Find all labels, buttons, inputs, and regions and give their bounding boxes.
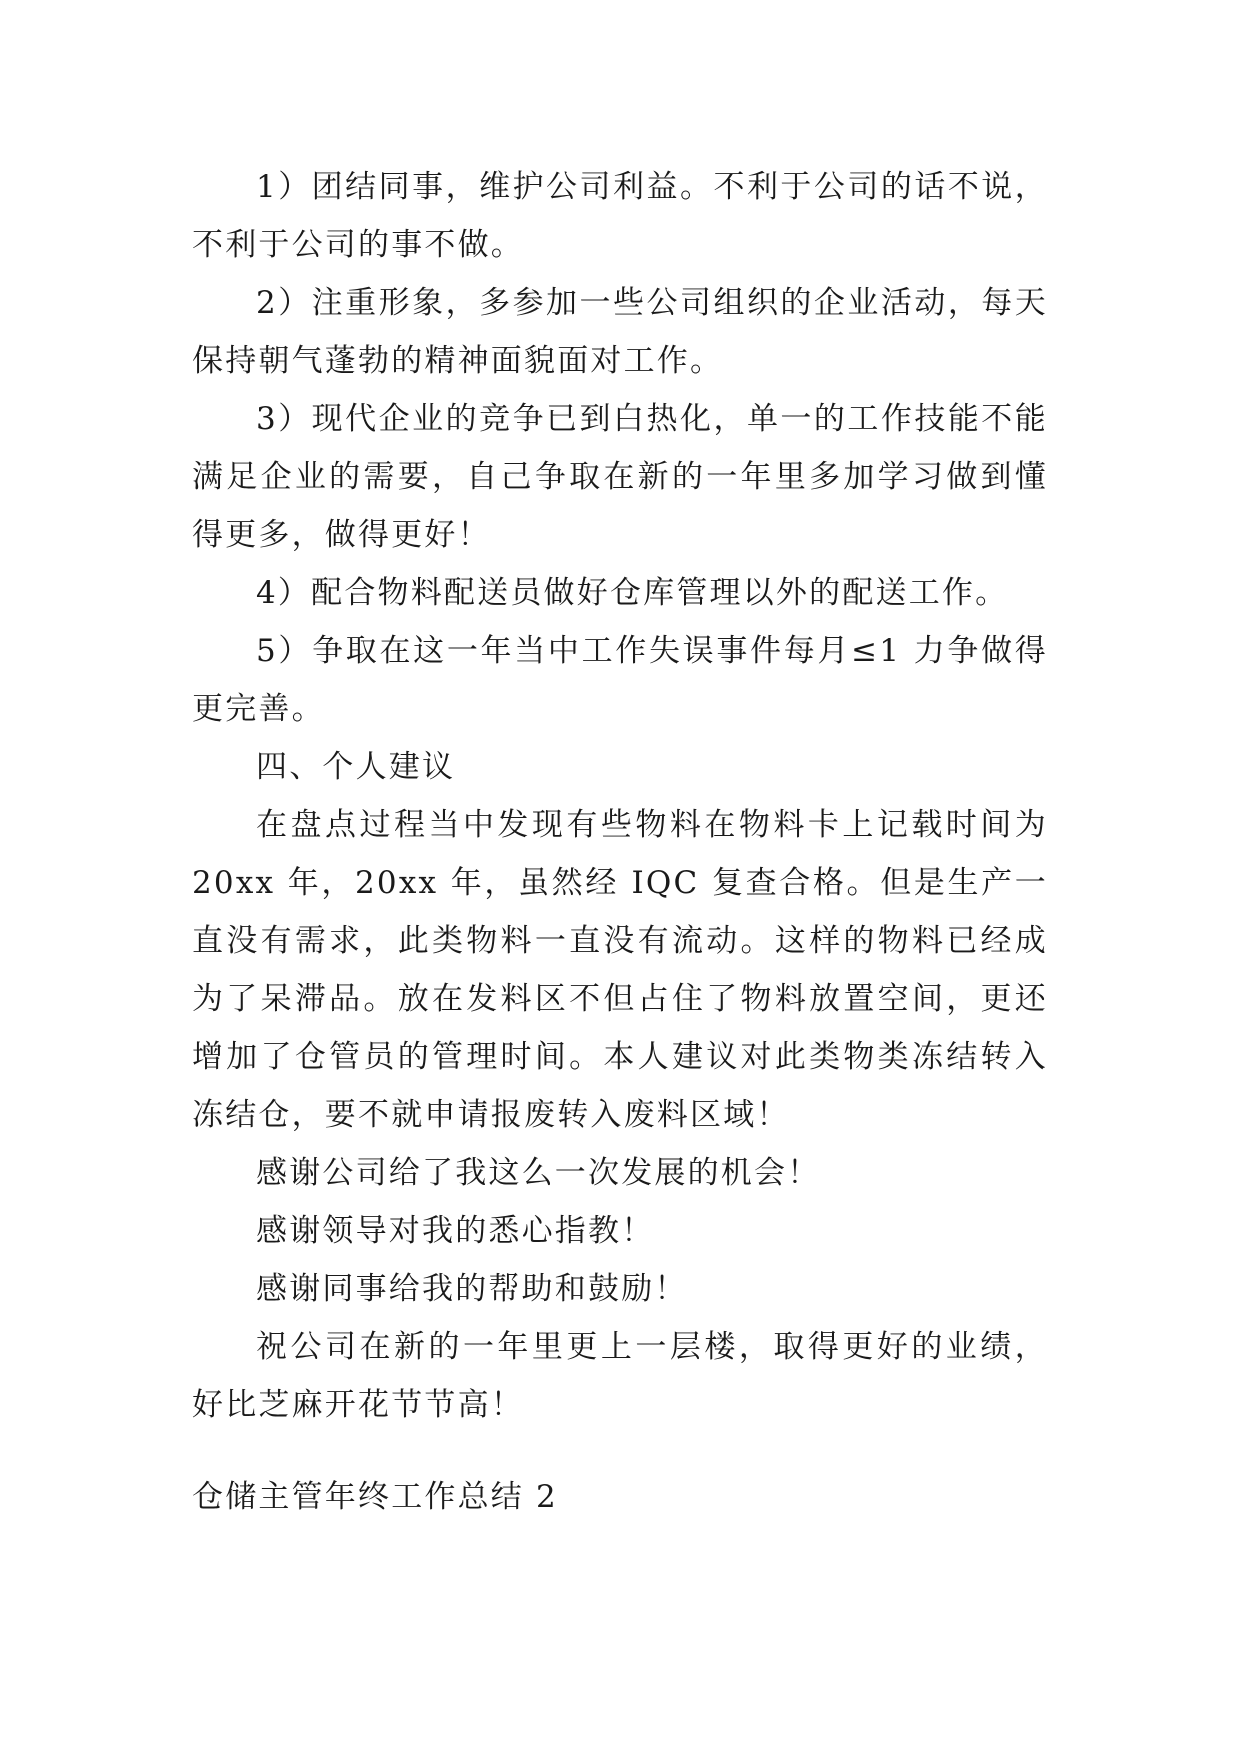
paragraph-item-4: 4）配合物料配送员做好仓库管理以外的配送工作。	[256, 575, 1009, 611]
paragraph-item-3: 3）现代企业的竞争已到白热化，单一的工作技能不能满足企业的需要，自己争取在新的一年里多加学习做到懂得更多，做得更好！	[192, 401, 1048, 553]
next-section-title: 仓储主管年终工作总结 2	[192, 1479, 558, 1515]
paragraph-item-5: 5）争取在这一年当中工作失误事件每月≤1 力争做得更完善。	[192, 633, 1048, 727]
paragraph-item-1: 1）团结同事，维护公司利益。不利于公司的话不说，不利于公司的事不做。	[192, 169, 1048, 263]
thanks-leadership: 感谢领导对我的悉心指教！	[256, 1213, 655, 1249]
thanks-colleagues: 感谢同事给我的帮助和鼓励！	[256, 1271, 688, 1307]
document-body	[192, 158, 1048, 1434]
closing-wish: 祝公司在新的一年里更上一层楼，取得更好的业绩，好比芝麻开花节节高！	[192, 1329, 1048, 1423]
thanks-company: 感谢公司给了我这么一次发展的机会！	[256, 1155, 821, 1191]
paragraph-item-2: 2）注重形象，多参加一些公司组织的企业活动，每天保持朝气蓬勃的精神面貌面对工作。	[192, 285, 1048, 379]
section-heading-personal-suggestions: 四、个人建议	[256, 749, 456, 785]
suggestion-paragraph: 在盘点过程当中发现有些物料在物料卡上记载时间为 20xx 年，20xx 年，虽然经 IQC 复查合格。但是生产一直没有需求，此类物料一直没有流动。这样的物料已经成为了呆滞品。放在发料区不但占住了物料放置空间，更还增加了仓管员的管理时间。本人建议对此类物类冻结转入冻结仓，要不就申请报废转入废料区域！	[192, 807, 1048, 1133]
